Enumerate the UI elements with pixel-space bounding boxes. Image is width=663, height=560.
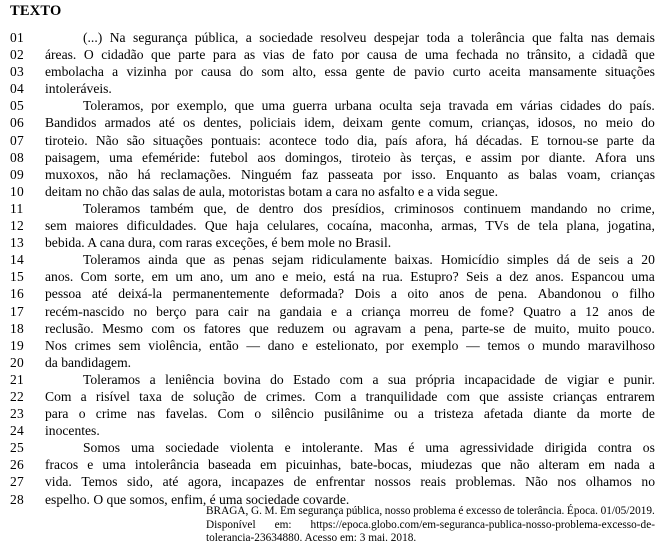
text-line [10, 200, 655, 217]
text-line [10, 132, 655, 149]
line-text: recém-nascido no berço para cair na gandaia e a criança morreu de fome? Quatro a 12 anos de [45, 303, 655, 319]
text-line [10, 97, 655, 114]
text-line [10, 80, 655, 97]
text-line [10, 29, 655, 46]
text-line [10, 46, 655, 63]
line-number: 04 [10, 81, 25, 97]
line-text: intoleráveis. [45, 81, 112, 97]
line-text: da bandidagem. [45, 354, 132, 370]
text-line [10, 439, 655, 456]
text-line [10, 456, 655, 473]
text-line [10, 337, 655, 354]
line-number: 11 [10, 200, 24, 216]
line-text: muxoxos, não há reclamações. Ninguém faz passeata por isso. Enquanto as balas voam, crianças [45, 166, 655, 182]
line-number: 19 [10, 337, 25, 353]
line-text: sem maiores dificuldades. Que haja celulares, cocaína, maconha, armas, TVs de tela plana, jogatina, [45, 218, 655, 234]
text-line [10, 114, 655, 131]
line-text: inocentes. [45, 423, 100, 439]
text-line [10, 183, 655, 200]
line-number: 06 [10, 115, 25, 131]
text-line [10, 473, 655, 490]
line-number: 05 [10, 98, 25, 114]
line-text: embolacha a vizinha por causa do som alto, essa gente de pavio curto aceita mansamente situações [45, 64, 655, 80]
line-text: Bandidos armados até os dentes, policiais idem, deixam gente comum, crianças, idosos, no meio do [45, 115, 655, 131]
line-text: (...) Na segurança pública, a sociedade resolveu despejar toda a tolerância que falta nas demais [83, 30, 655, 45]
line-text: reclusão. Mesmo com os fatores que reduzem ou agravam a pena, parte-se de muito, muito pouco. [45, 320, 655, 336]
text-line [10, 217, 655, 234]
line-number: 12 [10, 218, 25, 234]
line-number: 21 [10, 371, 25, 387]
line-number: 10 [10, 183, 25, 199]
line-number: 27 [10, 474, 25, 490]
line-number: 17 [10, 303, 25, 319]
line-text: fracos e uma intolerância baseada em picuinhas, bate-bocas, miudezas que não alteram em nada a [45, 457, 655, 473]
text-line [10, 234, 655, 251]
text-line [10, 251, 655, 268]
line-number: 23 [10, 406, 25, 422]
line-number: 18 [10, 320, 25, 336]
line-number: 02 [10, 47, 25, 63]
line-number: 22 [10, 388, 25, 404]
line-number: 01 [10, 30, 25, 45]
line-number: 15 [10, 269, 25, 285]
line-text: paisagem, uma efeméride: futebol aos domingos, tiroteio às terças, e assim por diante. Afora uns [45, 149, 655, 165]
citation-line: tolerancia-23634880. Acesso em: 3 mai. 2018. [206, 532, 417, 545]
line-text: Toleramos também que, de dentro dos presídios, criminosos continuem mandando no crime, [83, 200, 655, 216]
line-number: 20 [10, 354, 25, 370]
line-number: 26 [10, 457, 25, 473]
text-line [10, 371, 655, 388]
line-text: Nos crimes sem violência, então — dano e estelionato, por exemplo — temos o mundo maravilhoso [45, 337, 655, 353]
line-text: espelho. O que somos, enfim, é uma sociedade covarde. [45, 491, 350, 507]
line-number: 14 [10, 252, 25, 268]
line-number: 16 [10, 286, 25, 302]
text-line [10, 149, 655, 166]
text-line [10, 63, 655, 80]
line-text: anos. Com sorte, em um ano, um ano e meio, está na rua. Estupro? Seis a dez anos. Espancou uma [45, 269, 655, 285]
line-number: 24 [10, 423, 25, 439]
line-number: 28 [10, 491, 25, 507]
text-line [10, 320, 655, 337]
text-line [10, 166, 655, 183]
line-text: áreas. O cidadão que parte para as vias de fato por causa de uma fechada no trânsito, a cidadã que [45, 47, 655, 63]
text-line [10, 285, 655, 302]
citation-line: BRAGA, G. M. Em segurança pública, nosso problema é excesso de tolerância. Época. 01/05/2019. [206, 505, 655, 517]
text-line [10, 422, 655, 439]
line-number: 09 [10, 166, 25, 182]
line-text: para o crime nas favelas. Com o silêncio pusilânime ou a tristeza afetada diante da morte de [45, 406, 655, 422]
line-number: 25 [10, 440, 25, 456]
line-text: vida. Temos sido, até agora, incapazes de enfrentar nossos reais problemas. Não nos olhamos no [45, 474, 655, 490]
page-title: TEXTO [10, 3, 62, 19]
line-number: 07 [10, 132, 25, 148]
line-number: 13 [10, 235, 25, 251]
line-text: bebida. A cana dura, com raras exceções, é bem mole no Brasil. [45, 235, 392, 251]
line-number: 08 [10, 149, 25, 165]
text-line [10, 405, 655, 422]
text-line [10, 303, 655, 320]
line-text: Toleramos ainda que as penas sejam ridiculamente baixas. Homicídio simples dá de seis a 20 [83, 252, 655, 268]
numbered-text-body [10, 29, 655, 508]
line-number: 03 [10, 64, 25, 80]
line-text: Toleramos a leniência bovina do Estado com a sua própria incapacidade de vigiar e punir. [83, 371, 655, 387]
line-text: Toleramos, por exemplo, que uma guerra urbana oculta seja travada em várias cidades do país. [83, 98, 655, 114]
line-text: pessoa até deixá-la permanentemente deformada? Dois a oito anos de pena. Abandonou o filho [45, 286, 655, 302]
citation-line: Disponível em: https://epoca.globo.com/em-seguranca-publica-nosso-problema-excesso-de- [206, 518, 655, 531]
line-text: tiroteio. Não são situações pontuais: acontece todo dia, país afora, há décadas. E tornou-se parte da [45, 132, 655, 148]
source-citation [206, 505, 655, 546]
line-text: Somos uma sociedade violenta e intolerante. Mas é uma agressividade dirigida contra os [83, 440, 655, 456]
text-line [10, 388, 655, 405]
text-line [10, 354, 655, 371]
text-line [10, 268, 655, 285]
line-text: deitam no chão das salas de aula, motoristas botam a cara no asfalto e a vida segue. [45, 183, 498, 199]
line-text: Com a risível taxa de solução de crimes. Com a tranquilidade com que assiste crianças entrarem [45, 388, 655, 404]
